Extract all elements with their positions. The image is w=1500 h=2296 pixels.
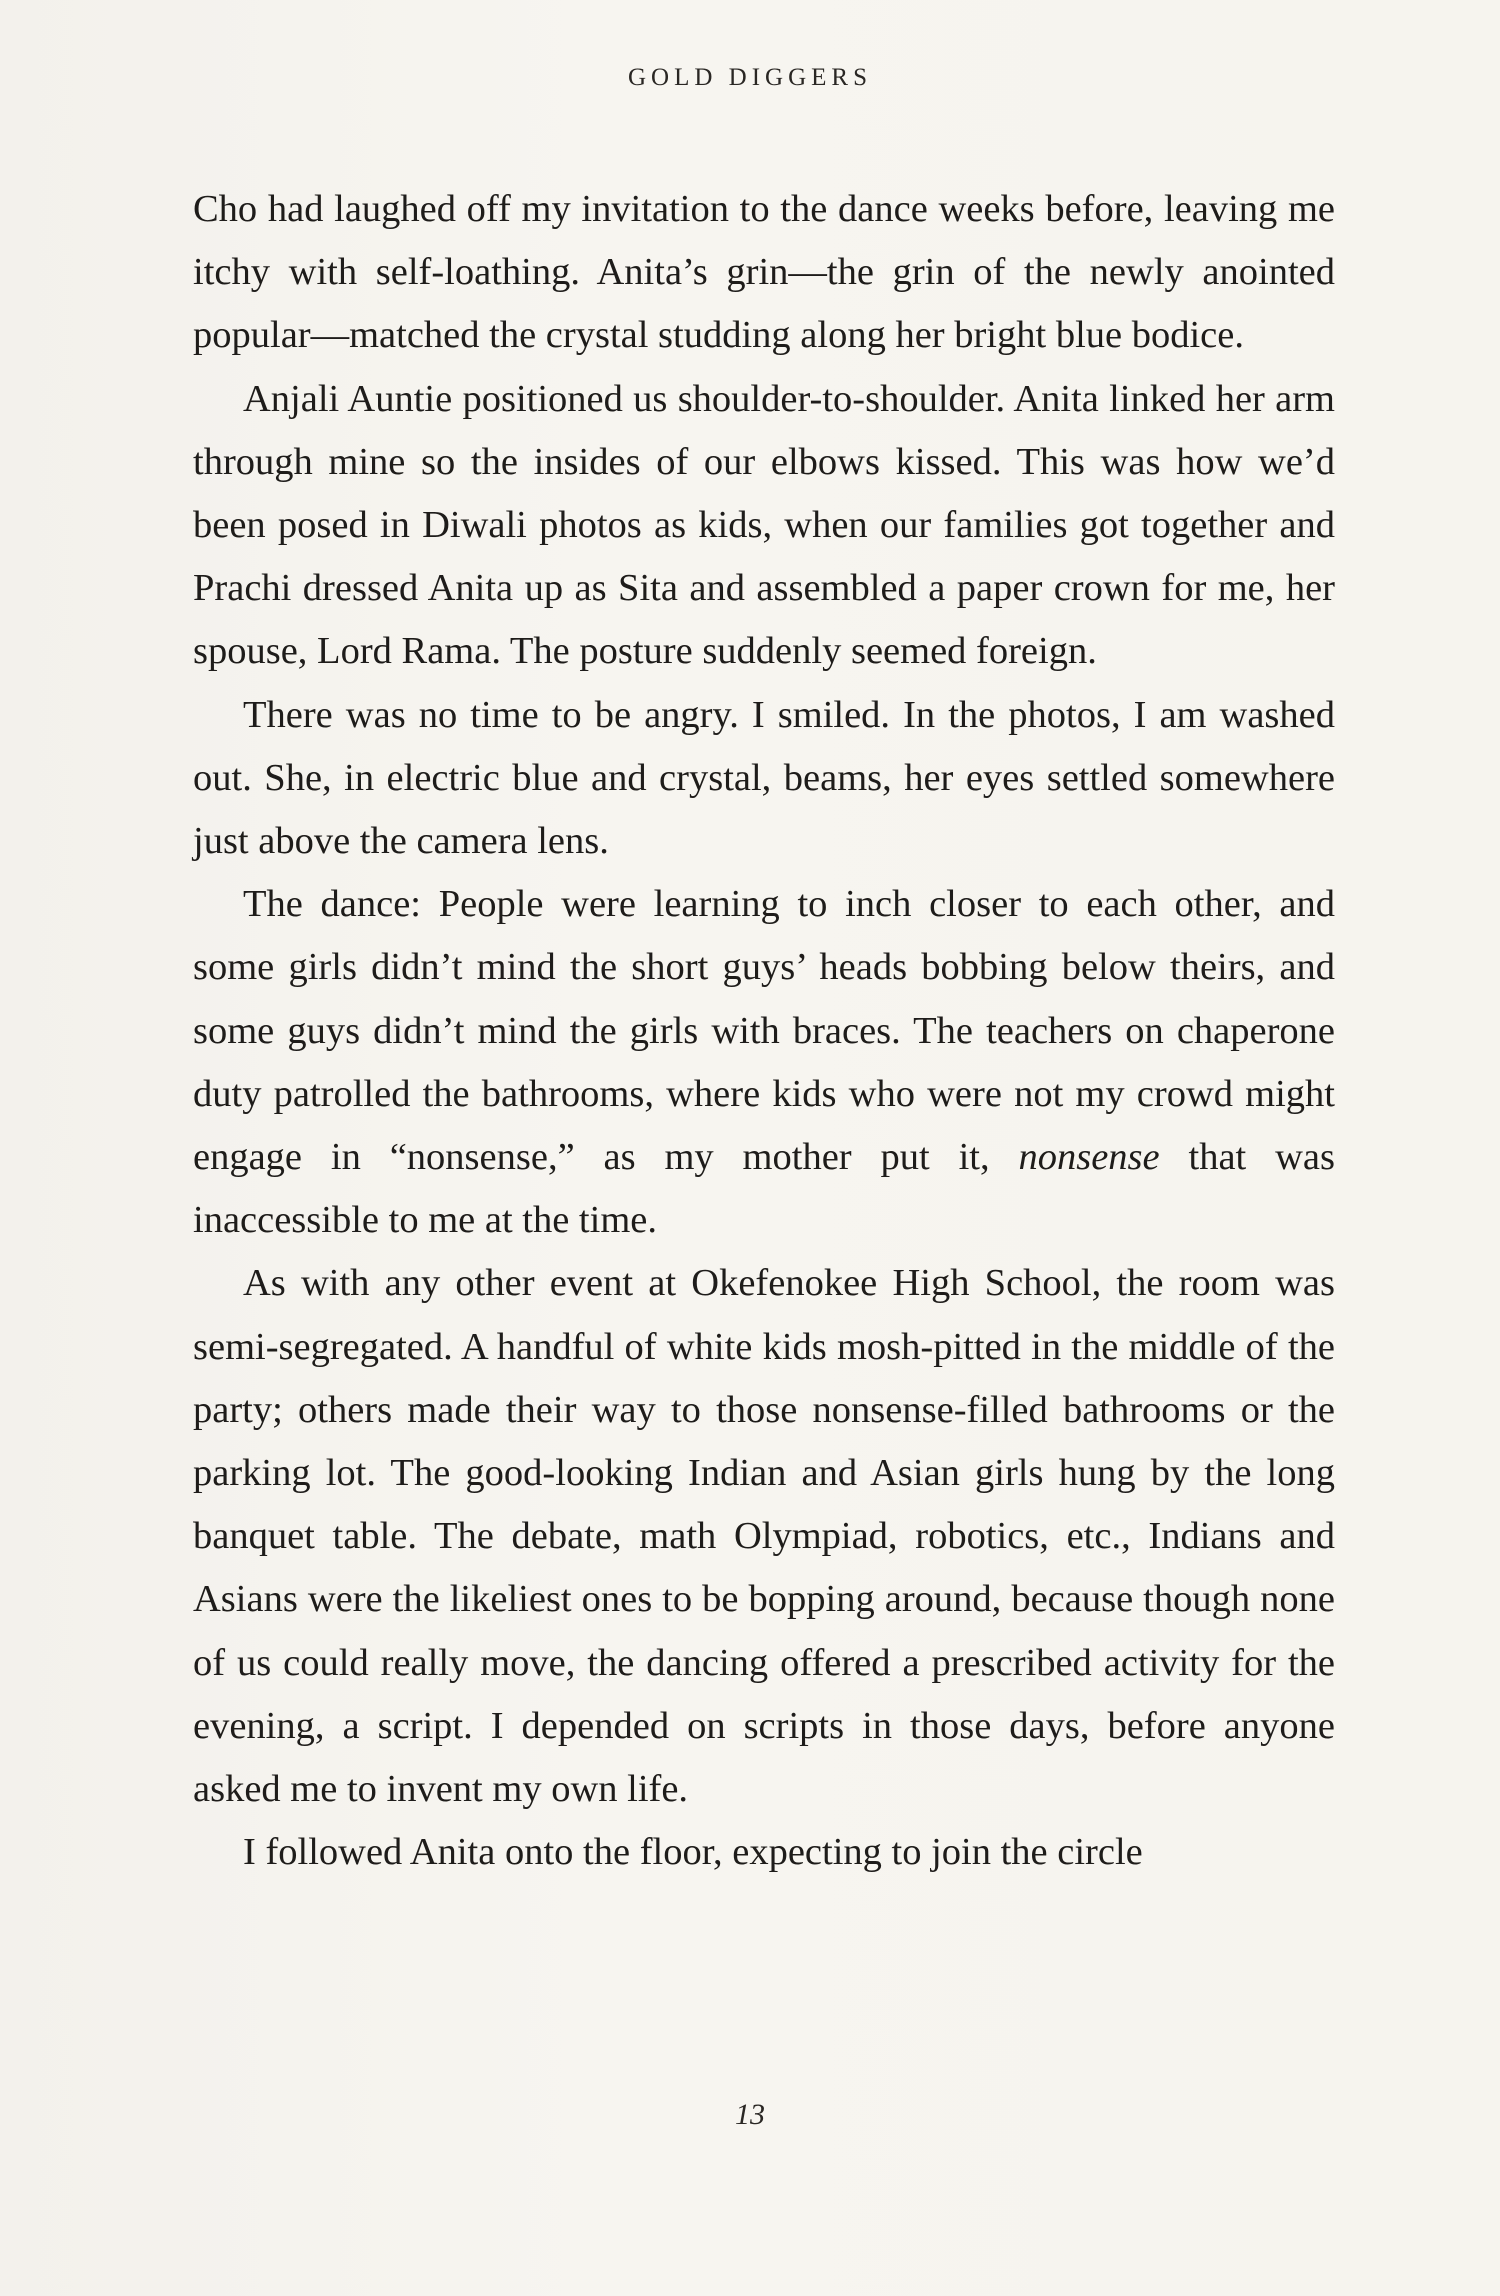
- paragraph-4: [193, 873, 1335, 1252]
- paragraph-6: I followed Anita onto the floor, expecting to join the circle: [243, 1831, 1143, 1874]
- body-text: [193, 178, 1335, 1884]
- paragraph-5: As with any other event at Okefenokee High School, the room was semi-segregated. A handful of white kids mosh-pitted in the middle of the party; others made their way to those nonsense-filled bathrooms or the parking lot. The good-looking Indian and Asian girls hung by the long banquet table. The debate, math Olympiad, robotics, etc., Indians and Asians were the likeliest ones to be bopping around, because though none of us could really move, the dancing offered a prescribed activity for the evening, a script. I depended on scripts in those days, before anyone asked me to invent my own life.: [193, 1262, 1335, 1811]
- paragraph-2: Anjali Auntie positioned us shoulder-to-shoulder. Anita linked her arm through mine so the insides of our elbows kissed. This was how we’d been posed in Diwali photos as kids, when our families got together and Prachi dressed Anita up as Sita and assembled a paper crown for me, her spouse, Lord Rama. The posture suddenly seemed foreign.: [193, 377, 1335, 673]
- running-head: GOLD DIGGERS: [627, 64, 873, 91]
- paragraph-4-emphasis: nonsense: [1018, 1136, 1160, 1179]
- paragraph-4-text: The dance: People were learning to inch closer to each other, and some girls didn’t mind the short guys’ heads bobbing below theirs, and some guys didn’t mind the girls with braces. The teachers on chaperone duty patrolled the bathrooms, where kids who were not my crowd might engage in “nonsense,” as my mother put it,: [193, 883, 1335, 1179]
- page-number: 13: [735, 2098, 765, 2131]
- paragraph-1: Cho had laughed off my invitation to the dance weeks before, leaving me itchy with self-loathing. Anita’s grin—the grin of the newly anointed popular—matched the crystal studding along her bright blue bodice.: [193, 188, 1335, 357]
- paragraph-4-tail: that was inaccessible to me at the time.: [193, 1136, 1336, 1242]
- paragraph-3: There was no time to be angry. I smiled. In the photos, I am washed out. She, in electric blue and crystal, beams, her eyes settled somewhere just above the camera lens.: [193, 693, 1335, 863]
